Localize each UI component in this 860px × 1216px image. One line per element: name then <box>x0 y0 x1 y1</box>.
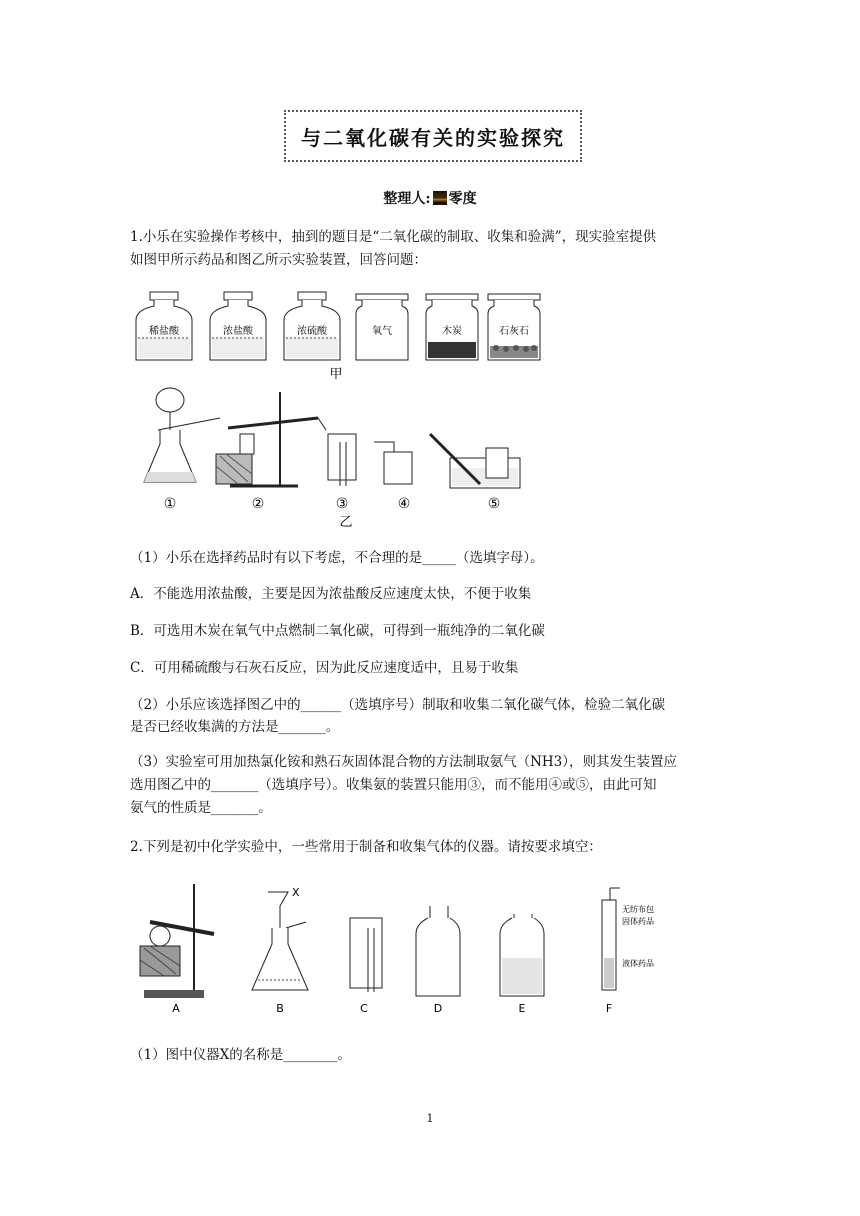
page-title: 与二氧化碳有关的实验探究 <box>284 110 582 162</box>
figure-q2-apparatus <box>130 878 690 1023</box>
figure-jia-bottles <box>130 288 550 380</box>
figure-jia-label: 甲 <box>329 367 343 380</box>
apparatus-4-upward-collect <box>374 442 412 512</box>
label-x: X <box>292 886 300 899</box>
apparatus-a-heating <box>140 884 214 1015</box>
apparatus-3-downward-collect <box>328 434 356 528</box>
apparatus-2-heating <box>216 392 326 512</box>
apparatus-number-5: ⑤ <box>487 496 501 512</box>
bottle-oxygen <box>356 294 408 360</box>
apparatus-5-water-trough <box>430 434 520 512</box>
q1-sub1: （1）小乐在选择药品时有以下考虑，不合理的是_____（选填字母）。 <box>130 550 544 566</box>
apparatus-d-bottle <box>416 906 460 1015</box>
bottle-dilute-hcl <box>136 292 192 360</box>
q1-sub2-line1: （2）小乐应该选择图乙中的______（选填序号）制取和收集二氧化碳气体，检验二氧化碳 <box>130 697 666 713</box>
bottle-label-2: 浓盐酸 <box>223 326 253 337</box>
label-a: A <box>172 1002 180 1015</box>
q1-sub3-line1: （3）实验室可用加热氯化铵和熟石灰固体混合物的方法制取氨气（NH3），则其发生装置应 <box>130 754 678 770</box>
q1-sub3-line2: 选用图乙中的_______（选填序号）。收集氨的装置只能用③，而不能用④或⑤，由此可知 <box>130 777 657 793</box>
f-label-2: 固体药品 <box>622 917 654 926</box>
q1-sub2-line2: 是否已经收集满的方法是_______。 <box>130 719 340 735</box>
apparatus-f-tube <box>602 888 654 1015</box>
label-d: D <box>433 1002 443 1015</box>
q1-sub3-line3: 氨气的性质是_______。 <box>130 800 272 816</box>
apparatus-1-flask-funnel <box>144 388 220 512</box>
q1-intro-line1: 1.小乐在实验操作考核中，抽到的题目是“二氧化碳的制取、收集和验满”，现实验室提供 <box>130 229 657 245</box>
bottle-limestone <box>488 294 540 360</box>
q1-option-c: C．可用稀硫酸与石灰石反应，因为此反应速度适中，且易于收集 <box>130 660 519 676</box>
bottle-label-5: 木炭 <box>442 326 462 337</box>
apparatus-e-wash-bottle <box>500 914 544 1015</box>
bottle-charcoal <box>426 294 478 360</box>
q1-option-b: B．可选用木炭在氧气中点燃制二氧化碳，可得到一瓶纯净的二氧化碳 <box>130 623 545 639</box>
label-b: B <box>276 1002 284 1015</box>
label-e: E <box>518 1002 526 1015</box>
apparatus-number-3: ③ <box>335 496 349 512</box>
apparatus-number-1: ① <box>163 496 177 512</box>
apparatus-b-flask <box>252 886 308 1015</box>
q2-intro: 2.下列是初中化学实验中，一些常用于制备和收集气体的仪器。请按要求填空： <box>130 839 602 855</box>
q2-sub1: （1）图中仪器X的名称是________。 <box>130 1047 351 1063</box>
q1-intro-line2: 如图甲所示药品和图乙所示实验装置，回答问题： <box>130 252 427 268</box>
f-label-3: 液体药品 <box>622 959 654 968</box>
bottle-label-3: 浓硫酸 <box>297 326 327 337</box>
label-c: C <box>360 1002 368 1015</box>
bottle-conc-hcl <box>210 292 266 360</box>
author-name: 零度 <box>448 191 477 207</box>
figure-yi-apparatus <box>130 382 530 528</box>
bottle-label-6: 石灰石 <box>499 326 529 337</box>
apparatus-number-4: ④ <box>397 496 411 512</box>
author-label: 整理人: <box>383 191 431 207</box>
apparatus-c-collect <box>350 918 382 1015</box>
page-number: 1 <box>426 1112 434 1125</box>
author-line <box>0 188 860 208</box>
bottle-label-4: 氧气 <box>372 326 392 337</box>
bottle-label-1: 稀盐酸 <box>149 326 179 337</box>
label-f: F <box>605 1002 613 1015</box>
bottle-conc-h2so4 <box>284 292 340 360</box>
q1-option-a: A．不能选用浓盐酸，主要是因为浓盐酸反应速度太快，不便于收集 <box>130 586 532 602</box>
figure-yi-label: 乙 <box>339 515 353 528</box>
f-label-1: 无纺布包 <box>622 905 654 914</box>
author-avatar-icon <box>433 191 447 205</box>
apparatus-number-2: ② <box>251 496 265 512</box>
